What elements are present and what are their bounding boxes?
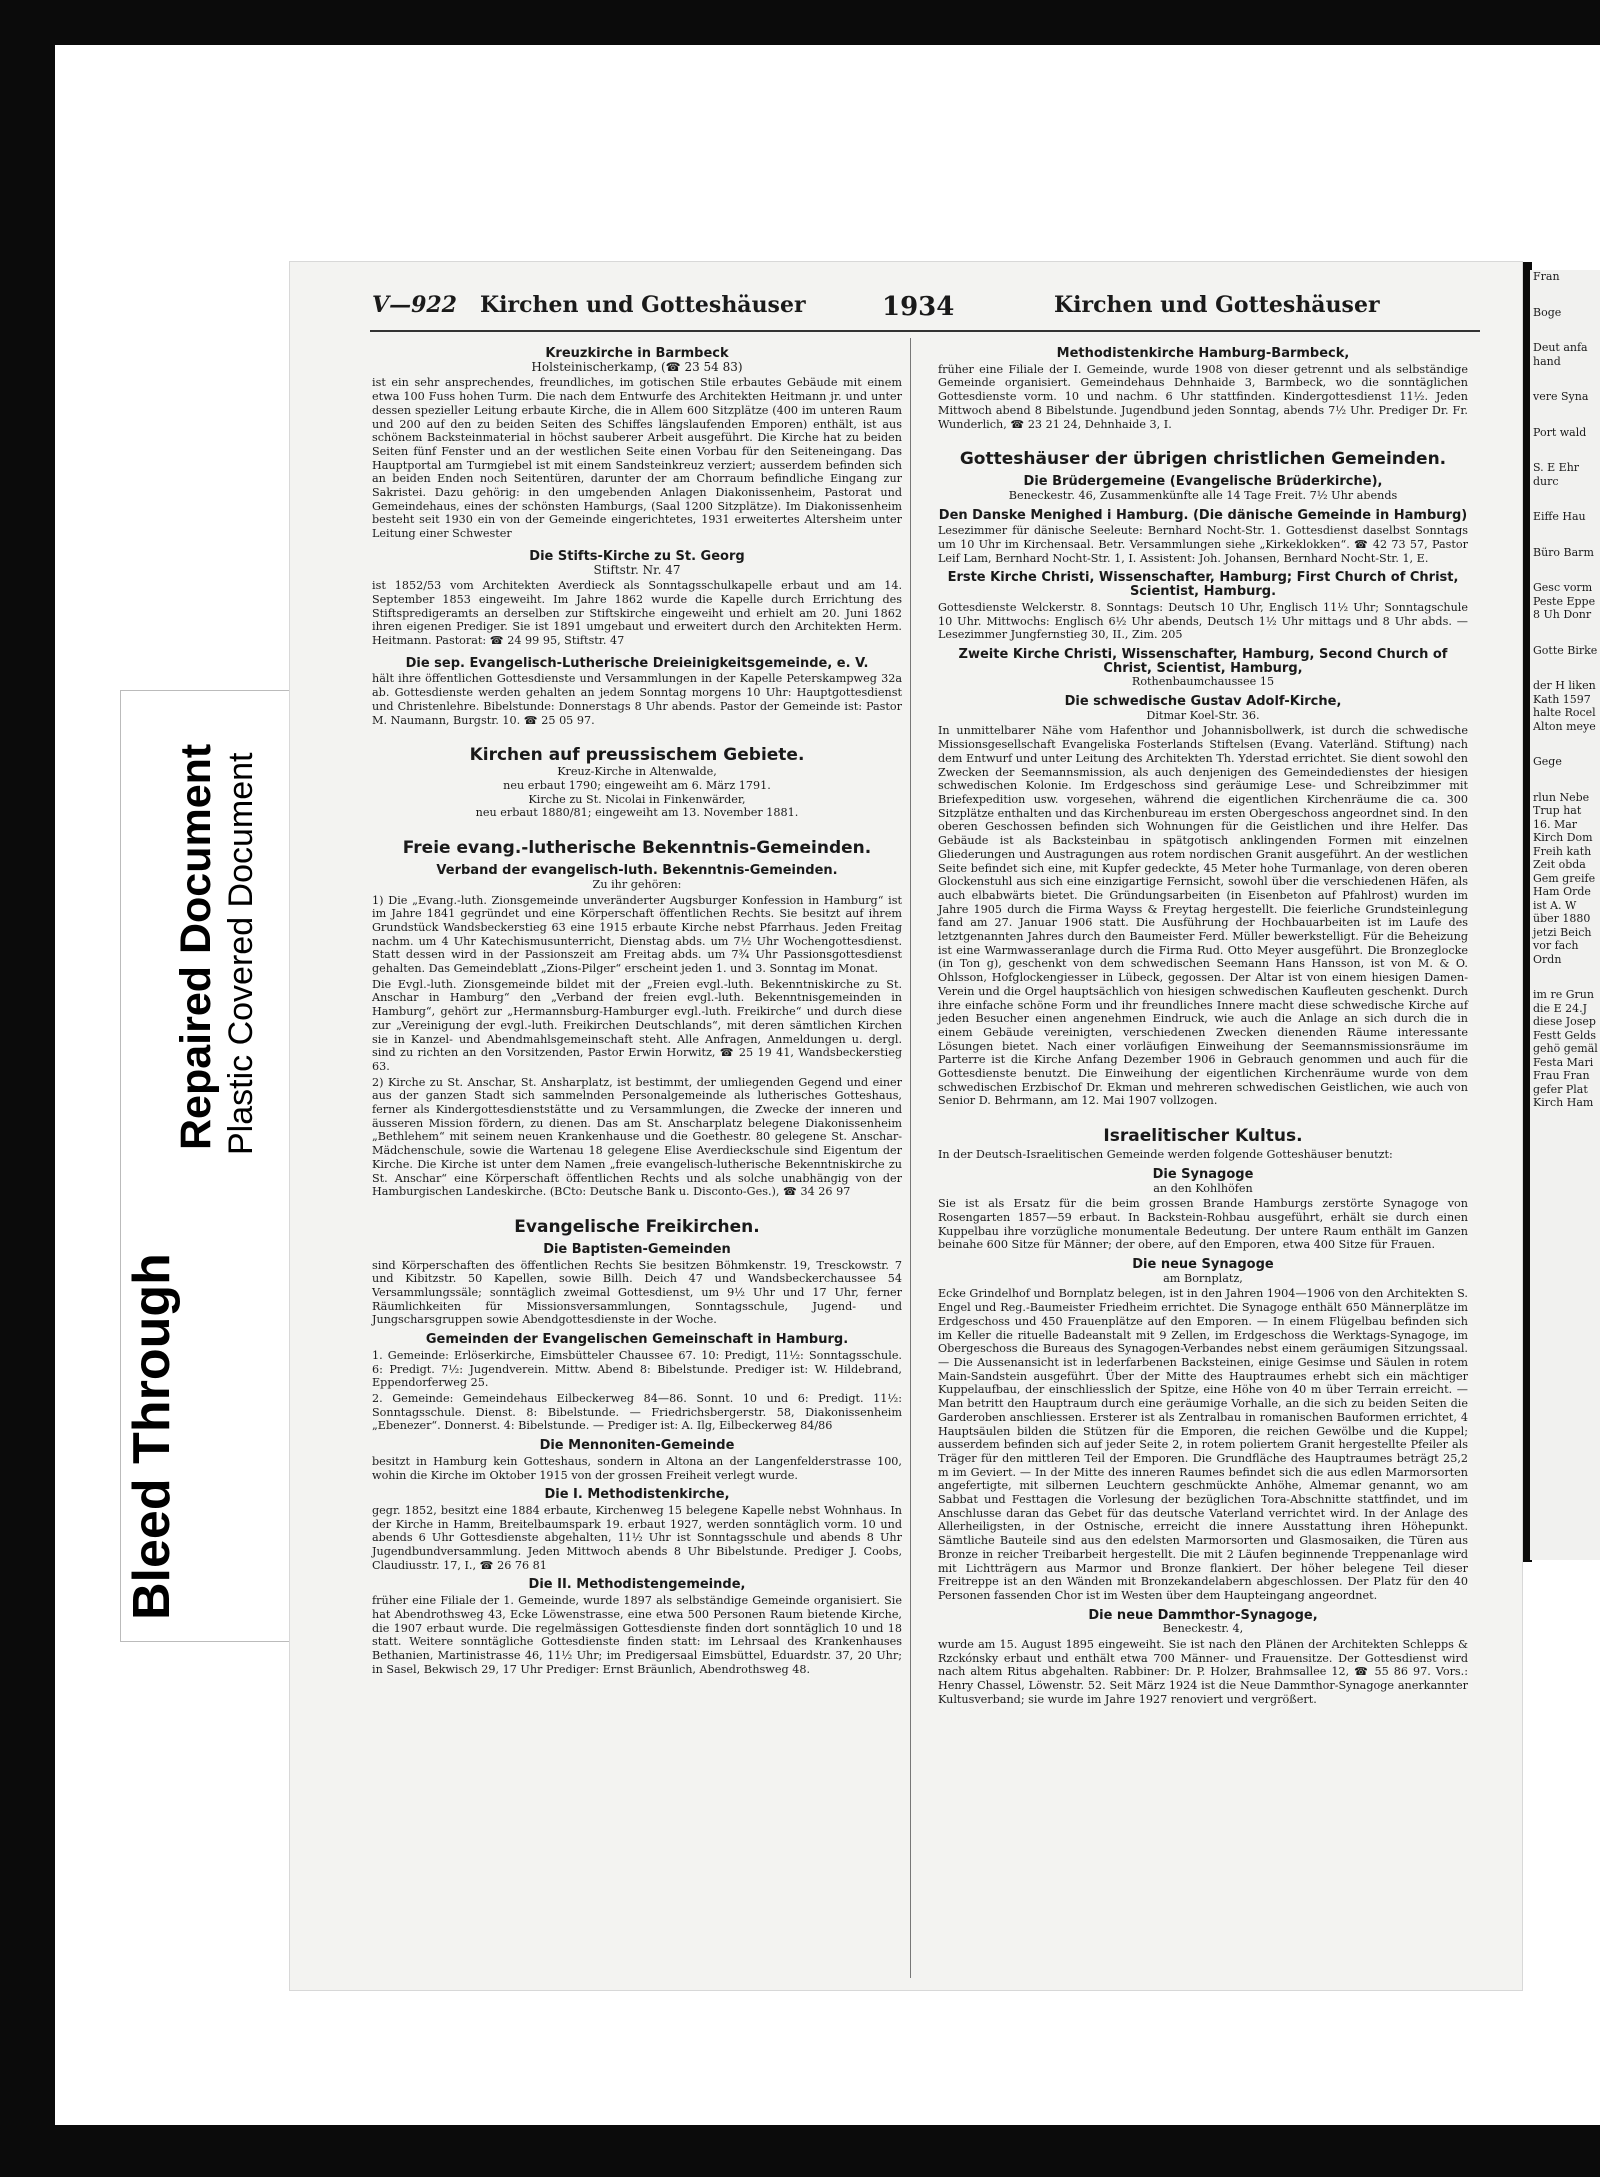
section-heading: Die neue Dammthor-Synagoge, <box>1088 1607 1318 1623</box>
centered-line: Ditmar Koel-Str. 36. <box>1146 708 1260 722</box>
paragraph: ist ein sehr ansprechendes, freundliches, im gotischen Stile erbautes Gebäude mit einem etwa 100 Fuss hohen Turm. Die nach dem Entwurfe des Architekten Heitmann jr. und unter dessen spezieller Leitung erbaute Kirche, die in Allem 600 Sitzplätze (400 im unteren Raum und 200 auf den zu beiden Seiten des Schiffes längslaufenden Emporen) enthält, ist aus schönem Backsteinmaterial in höchst sauberer Arbeit ausgeführt. Die Kirche hat zu beiden Seiten fünf Fenster und an der westlichen Seite einen Vorbau für den Seiteneingang. Das Hauptportal am Turmgiebel ist mit einem Sandsteinkreuz verziert; ausserdem befinden sich an beiden Enden noch Seitentüren, darunter der am Chorraum befindliche Eingang zur Sakristei. Dazu gehörig: in den umgebenden Anlagen Diakonissenheim, Pastorat und Gemeindehaus, eines der schönsten Hamburgs, (Saal 1200 Sitzplätze). Im Diakonissenheim besteht seit 1930 ein von der Gemeinde eingerichtetes, 1931 erweitertes Altersheim unter Leitung einer Schwester <box>372 376 902 541</box>
section-heading: Gemeinden der Evangelischen Gemeinschaft in Hamburg. <box>425 1332 849 1348</box>
next-page-fragment: vere Syna <box>1533 390 1589 403</box>
paragraph: 1. Gemeinde: Erlöserkirche, Eimsbütteler Chaussee 67. 10: Predigt, 11½: Sonntagsschule. 6: Predigt. 7½: Jugendverein. Mittw. Abend 8: Bibelstunde. Prediger ist: W. Hildebrand, Eppendorferweg 25. <box>372 1348 902 1390</box>
paragraph: Gottesdienste Welckerstr. 8. Sonntags: Deutsch 10 Uhr, Englisch 11½ Uhr; Sonntagschule 10 Uhr. Mittwochs: Englisch 6½ Uhr abends, Deutsch 1½ Uhr mittags und 8 Uhr abds. — Lesezimmer Jungfernstieg 30, II., Zim. 205 <box>938 600 1468 642</box>
scanner-backdrop-top <box>0 0 1600 45</box>
section-heading: Die Stifts-Kirche zu St. Georg <box>529 548 745 564</box>
section-heading: Kirchen auf preussischem Gebiete. <box>469 745 805 766</box>
next-page-fragment: der H liken Kath 1597 halte Rocel Alton meye <box>1533 679 1596 733</box>
next-page-fragment: im re Grun die E 24.J diese Josep Festt Gelds gehö gemäl Festa Mari Frau Fran gefer Plat Kirch Ham <box>1533 988 1598 1109</box>
centered-line: Kirche zu St. Nicolai in Finkenwärder, <box>528 792 746 806</box>
centered-line: neu erbaut 1790; eingeweiht am 6. März 1791. <box>503 778 771 792</box>
section-heading: Kreuzkirche in Barmbeck <box>545 346 729 361</box>
page-header <box>290 292 1522 326</box>
running-title-right: Kirchen und Gotteshäuser <box>1054 292 1380 318</box>
next-page-fragment: Gotte Birke <box>1533 643 1598 657</box>
paragraph: 1) Die „Evang.-luth. Zionsgemeinde unveränderter Augsburger Konfession in Hamburg“ ist im Jahre 1841 gegründet und eine Körperschaft öffentlichen Rechts. Sie besitzt auf ihrem Grundstück Wandsbeckerstieg 63 eine 1915 erbaute Kirche nebst Pfarrhaus. Jeden Freitag nachm. um 4 Uhr Katechismusunterricht, Dienstag abds. um 7½ Uhr Wochengottesdienst. Statt dessen wird in der Passionszeit am Freitag abds. um 7¾ Uhr Passionsgottesdienst gehalten. Das Gemeindeblatt „Zions-Pilger“ erscheint jeden 1. und 3. Sonntag im Monat. <box>372 893 902 976</box>
paragraph: gegr. 1852, besitzt eine 1884 erbaute, Kirchenweg 15 belegene Kapelle nebst Wohnhaus. In der Kirche in Hamm, Breitelbaumspark 19. erbaut 1927, werden sonntäglich vorm. 10 und abends 6 Uhr Gottesdienste abgehalten, 11½ Uhr ist Sonntagsschule und abends 8 Uhr Jugendbundversammlung. Jeden Mittwoch abends 8 Uhr Bibelstunde. Prediger J. Coobs, Claudiusstr. 17, I., ☎ 26 76 81 <box>372 1503 902 1572</box>
section-heading: Die II. Methodistengemeinde, <box>528 1577 746 1593</box>
section-heading: Die Synagoge <box>1152 1166 1254 1182</box>
label-bleed-through: Bleed Through <box>123 1253 181 1620</box>
centered-line: Kreuz-Kirche in Altenwalde, <box>557 765 717 779</box>
next-page-fragment: Fran <box>1533 270 1560 283</box>
next-page-fragment: Gege <box>1533 755 1562 768</box>
centered-line: an den Kohlhöfen <box>1153 1181 1253 1195</box>
paragraph: sind Körperschaften des öffentlichen Rechts Sie besitzen Böhmkenstr. 19, Tresckowstr. 7 und Kibitzstr. 50 Kapellen, sowie Billh. Deich 47 und Wandsbeckerchaussee 54 Versammlungssäle; sonntäglich zweimal Gottesdienst, um 9½ Uhr und 17 Uhr, ferner Räumlichkeiten für Missionsversammlungen, Sonntagsschule, Jugend- und Jungscharsgruppen sowie Abendgottesdienste in der Woche. <box>372 1258 902 1327</box>
centered-line: neu erbaut 1880/81; eingeweiht am 13. November 1881. <box>475 806 799 820</box>
section-heading: Methodistenkirche Hamburg-Barmbeck, <box>1056 346 1350 361</box>
section-heading: Die I. Methodistenkirche, <box>544 1487 730 1503</box>
label-plastic-covered: Plastic Covered Document <box>222 752 260 1155</box>
next-page-fragment: Boge <box>1533 305 1562 319</box>
next-page-fragment: Deut anfa hand <box>1533 341 1588 368</box>
next-page-fragment: Gesc vorm Peste Eppe 8 Uh Donr <box>1533 581 1596 621</box>
section-heading: Evangelische Freikirchen. <box>514 1216 760 1237</box>
section-heading: Die sep. Evangelisch-Lutherische Dreieinigkeitsgemeinde, e. V. <box>405 655 869 671</box>
paragraph: In unmittelbarer Nähe vom Hafenthor und Johannisbollwerk, ist durch die schwedische Missionsgesellschaft Evangeliska Fosterlands Stiftelsen (Evang. Vaterländ. Stiftung) nach dem Entwurf und unter Leitung des Architekten Th. Yderstad errichtet. Sie dient sowohl den Zwecken der Seemannsmission, als auch denjenigen des Gemeindedienstes der hiesigen schwedischen Kolonie. Im Erdgeschoss sind geräumige Lese- und Schreibzimmer mit Briefexpedition usw. vorgesehen, während die eigentlichen Kirchenräume die ca. 300 Sitzplätze enthalten und das Kirchenbureau im ersten Obergeschoss angeordnet sind. In den oberen Geschossen befinden sich Wohnungen für die Geistlichen und ihre Helfer. Das Gebäude ist als Backsteinbau in spätgotisch anklingenden Formen mit einzelnen Gliederungen und Austragungen aus rotem nordischen Granit ausgeführt. An der westlichen Seite befindet sich eine, mit Kupfer gedeckte, 45 Meter hohe Turmanlage, von deren oberen Glockenstuhl aus sich eine einzigartige Fernsicht, sowohl über die verschiedenen Häfen, als auch elbabwärts bietet. Die Gründungsarbeiten (in Eisenbeton auf Pfahlrost) wurden im Jahre 1905 durch die Firma Wayss & Freytag hergestellt. Die feierliche Grundsteinlegung fand am 27. Januar 1906 statt. Die Ausführung der Hochbauarbeiten ist im Laufe des letztgenannten Jahres durch den Baumeister Ferd. Müller bewerkstelligt. Für die Beheizung ist eine Warmwasseranlage durch die Firma Rud. Otto Meyer ausgeführt. Die Bronzeglocke (in Ton g), geschenkt von dem schwedischen Seemann Hans Hansson, ist von M. & O. Ohlsson, Hofglockengiesser in Lübeck, gegossen. Der Altar ist von einem hiesigen Damen-Verein und die Orgel hauptsächlich von hiesigen schwedischen Kaufleuten geschenkt. Durch ihre einfache schöne Form und ihr freundliches Innere macht diese schwedische Kirche auf jeden Besucher einen angenehmen Eindruck, wie auch die Anlage an sich durch die in einem Gebäude vereinigten, verschiedenen Zwecken dienenden Räume interessante Lösungen bietet. Nach einer vorläufigen Einweihung der Seemannsmissionsräume im Parterre ist die Kirche Anfang Dezember 1906 in Gebrauch genommen und auch für die Gottesdienste benutzt. Die Einweihung der eigentlichen Kirchenräume wurde von dem schwedischen Erzbischof Dr. Ekman und mehreren schwedischen Geistlichen, wie auch von Senior D. Behrmann, am 12. Mai 1907 vollzogen. <box>938 724 1469 1108</box>
paragraph: früher eine Filiale der I. Gemeinde, wurde 1908 von dieser getrennt und als selbständige Gemeinde organisiert. Gemeindehaus Dehnhaide 3, Barmbeck, wo die sonntäglichen Gottesdienste vorm. 10 und nachm. 6 Uhr stattfinden. Kindergottesdienst 11½. Jeden Mittwoch abend 8 Bibelstunde. Jugendbund jeden Sonntag, abends 7½ Uhr. Prediger Dr. Fr. Wunderlich, ☎ 23 21 24, Dehnhaide 3, I. <box>938 362 1468 431</box>
next-page-fragment: rlun Nebe Trup hat 16. Mar Kirch Dom Freih kath Zeit obda Gem greife Ham Orde ist A. W über 1880 jetzi Beich vor fach Ordn <box>1533 790 1596 966</box>
section-heading: Israelitischer Kultus. <box>1103 1126 1303 1147</box>
section-heading: Den Danske Menighed i Hamburg. (Die dänische Gemeinde in Hamburg) <box>938 507 1468 523</box>
centered-line: Beneckestr. 4, <box>1162 1622 1244 1636</box>
paragraph: wurde am 15. August 1895 eingeweiht. Sie ist nach den Plänen der Architekten Schlepps & Rzckónsky erbaut und enthält etwa 700 Männer- und Frauensitze. Der Gottesdienst wird nach altem Ritus abgehalten. Rabbiner: Dr. P. Holzer, Brahmsallee 12, ☎ 55 86 97. Vors.: Henry Chassel, Löwenstr. 52. Seit März 1924 ist die Neue Dammthor-Synagoge anerkannter Kultusverband; sie wurde im Jahre 1927 renoviert und vergrößert. <box>938 1638 1468 1706</box>
section-heading: Gotteshäuser der übrigen christlichen Gemeinden. <box>959 449 1447 470</box>
section-heading: Die neue Synagoge <box>1132 1257 1274 1273</box>
section-heading: Holsteinischerkamp, (☎ 23 54 83) <box>531 359 743 374</box>
running-title-left: Kirchen und Gotteshäuser <box>480 292 806 318</box>
page-number: 1934 <box>882 292 955 322</box>
section-heading: Die Brüdergemeine (Evangelische Brüderkirche), <box>1023 474 1383 490</box>
scanner-backdrop-left <box>0 45 55 2125</box>
paragraph: 2. Gemeinde: Gemeindehaus Eilbeckerweg 84—86. Sonnt. 10 und 6: Predigt. 11½: Sonntagsschule. Dienst. 8: Bibelstunde. — Friedrichsbergerstr. 58, Diakonissenheim „Ebenezer“. Donnerst. 4: Bibelstunde. — Prediger ist: A. Ilg, Eilbeckerweg 84/86 <box>372 1392 902 1433</box>
left-column <box>372 338 902 1676</box>
label-repaired-document: Repaired Document <box>172 743 220 1150</box>
paragraph: Ecke Grindelhof und Bornplatz belegen, ist in den Jahren 1904—1906 von den Architekten S. Engel und Reg.-Baumeister Friedheim errichtet. Die Synagoge enthält 650 Männerplätze im Erdgeschoss und 450 Frauenplätze auf den Emporen. — In einem Flügelbau befinden sich im Keller die rituelle Badeanstalt mit 9 Zellen, im Erdgeschoss die Werktags-Synagoge, im Obergeschoss die Bureaus des Synagogen-Verbandes nebst einem geräumigen Sitzungssaal. — Die Aussenansicht ist in lederfarbenen Backsteinen, einige Gesimse und Säulen in rotem Main-Sandstein ausgeführt. Über der Mitte des Hauptraumes erhebt sich ein mächtiger Kuppelaufbau, der einschliesslich der Spitze, eine Höhe von 40 m über Terrain erreicht. — Man betritt den Hauptraum durch eine geräumige Vorhalle, an die sich zu beiden Seiten die Garderoben anschliessen. Ersterer ist als Zentralbau in romanischen Bauformen errichtet, 4 Hauptsäulen bilden die Stützen für die Emporen, die reichen Gewölbe und die Kuppel; ausserdem befinden sich auf jeder Seite 2, in rotem poliertem Granit hergestellte Pfeiler als Träger für den mittleren Teil der Emporen. Die Grundfläche des Hauptraumes beträgt 25,2 m im Geviert. — In der Mitte des inneren Raumes befindet sich die aus edlen Marmorsorten angefertigte, mit silbernen Leuchtern geschmückte Anhöhe, Almemar genannt, wo am Sabbat und Festtagen die Vorlesung der bezüglichen Tora-Abschnitte stattfindet, und im Anschlusse daran das Gebet für das deutsche Vaterland verrichtet wird. In der Anlage des Allerheiligsten, in der Ostnische, erreicht die innere Ausstattung ihren Höhepunkt. Sämtliche Bauteile sind aus den edelsten Marmorsorten und Glasmosaiken, die Türen aus Bronze in reicher Treibarbeit hergestellt. Die mit 2 Läufen beginnende Treppenanlage wird mit Lichtträgern aus Marmor und Bronze flankiert. Der höher belegene Teil dieser Freitreppe ist an den Wänden mit Bronzekandelabern abgeschlossen. Der Platz für den 40 Personen fassenden Chor ist im Westen über dem Haupteingang angeordnet. <box>938 1287 1468 1602</box>
paragraph: ist 1852/53 vom Architekten Averdieck als Sonntagsschulkapelle erbaut und am 14. September 1853 eingeweiht. Im Jahre 1862 wurde die Kapelle durch Errichtung des Stiftspredigeramts an derselben zur Stiftskirche eingeweiht und erhielt am 20. Juni 1862 ihren eigenen Prediger. Sie ist 1891 umgebaut und erweitert durch den Architekten Herm. Heitmann. Pastorat: ☎ 24 99 95, Stiftstr. 47 <box>372 579 902 648</box>
paragraph: Lesezimmer für dänische Seeleute: Bernhard Nocht-Str. 1. Gottesdienst daselbst Sonntags um 10 Uhr im Kirchensaal. Betr. Versammlungen siehe „Kirkeklokken“. ☎ 42 73 57, Pastor Leif Lam, Bernhard Nocht-Str. 1, I. Assistent: Joh. Johansen, Bernhard Nocht-Str. 1, E. <box>938 524 1468 565</box>
section-heading: Verband der evangelisch-luth. Bekenntnis-Gemeinden. <box>436 863 838 879</box>
section-heading: Zweite Kirche Christi, Wissenschafter, Hamburg, Second Church of Christ, Scientist, Hamburg, <box>958 646 1448 676</box>
page-reference: V—922 <box>372 292 457 318</box>
section-heading: Freie evang.-lutherische Bekenntnis-Gemeinden. <box>402 838 872 859</box>
paragraph: besitzt in Hamburg kein Gotteshaus, sondern in Altona an der Langenfelderstrasse 100, wohin die Kirche im Oktober 1915 von der grossen Freiheit verlegt wurde. <box>372 1454 902 1482</box>
scanner-backdrop-bottom <box>0 2125 1600 2177</box>
centered-line: Beneckestr. 46, Zusammenkünfte alle 14 Tage Freit. 7½ Uhr abends <box>1008 488 1398 502</box>
section-heading: Die Mennoniten-Gemeinde <box>539 1438 735 1454</box>
centered-line: Zu ihr gehören: <box>592 877 682 891</box>
paragraph: Die Evgl.-luth. Zionsgemeinde bildet mit der „Freien evgl.-luth. Bekenntniskirche zu St. Anschar in Hamburg“ den „Verband der freien evgl.-luth. Bekenntnisgemeinden in Hamburg“, gehört zur „Hermannsburg-Hamburger evgl.-luth. Freikirche“ und durch diese zur „Vereinigung der evgl.-luth. Freikirchen Deutschlands“, mit deren sämtlichen Kirchen sie in Kanzel- und Abendmahlsgemeinschaft steht. Alle Anfragen, Anmeldungen u. dergl. sind zu richten an den Vorsitzenden, Pastor Erwin Horwitz, ☎ 25 19 41, Wandsbeckerstieg 63. <box>372 977 902 1073</box>
centered-line: Rothenbaumchaussee 15 <box>1131 675 1275 689</box>
next-page-fragment: S. E Ehr durc <box>1533 461 1580 488</box>
next-page-fragment: Port wald <box>1533 425 1587 439</box>
column-divider <box>910 338 911 1978</box>
right-column <box>938 338 1468 1707</box>
paragraph: Sie ist als Ersatz für die beim grossen Brande Hamburgs zerstörte Synagoge von Rosengarten 1857—59 erbaut. In Backstein-Rohbau ausgeführt, erhält sie durch einen Kuppelbau ihre vorzügliche monumentale Bedeutung. Der untere Raum enthält im Ganzen beinahe 600 Sitze für Männer; der obere, auf den Emporen, etwa 400 Sitze für Frauen. <box>938 1197 1468 1252</box>
section-heading: Die Baptisten-Gemeinden <box>543 1241 731 1257</box>
paragraph: früher eine Filiale der 1. Gemeinde, wurde 1897 als selbständige Gemeinde organisiert. Sie hat Abendrothsweg 43, Ecke Löwenstrasse, eine etwa 500 Personen Raum bietende Kirche, die 1907 erbaut wurde. Die regelmässigen Gottesdienste finden dort sonntäglich 10 und 18 statt. Weitere sonntägliche Gottesdienste finden statt: im Lehrsaal des Krankenhauses Bethanien, Martinistrasse 46, 11½ Uhr; im Predigersaal Eimsbüttel, Eduardstr. 37, 20 Uhr; in Sasel, Bekwisch 29, 17 Uhr Prediger: Ernst Bräunlich, Abendrothsweg 48. <box>372 1594 902 1676</box>
section-heading: Erste Kirche Christi, Wissenschafter, Hamburg; First Church of Christ, Scientist, Hamburg. <box>947 570 1459 600</box>
section-heading: Die schwedische Gustav Adolf-Kirche, <box>1064 694 1342 710</box>
paragraph: 2) Kirche zu St. Anschar, St. Ansharplatz, ist bestimmt, der umliegenden Gegend und einer aus der ganzen Stadt sich sammelnden Personalgemeinde als lutherisches Gotteshaus, ferner als Kindergottesdienststätte und zu Versammlungen, die Zwecke der inneren und äusseren Mission fördern, zu dienen. Das am St. Anscharplatz belegene Diakonissenheim „Bethlehem“ mit seinem neuen Krankenhause und die Goethestr. 80 gelegene St. Anschar-Mädchenschule, sowie die Wartenau 18 gelegene Elise Averdieckschule sind Eigentum der Kirche. Die Kirche ist unter dem Namen „freie evangelisch-lutherische Bekenntniskirche zu St. Anschar“ eine Körperschaft öffentlichen Rechts und als solche unabhängig von der Hamburgischen Landeskirche. (BCto: Deutsche Bank u. Disconto-Ges.), ☎ 34 26 97 <box>372 1075 902 1199</box>
header-rule <box>370 330 1480 332</box>
next-page-edge <box>1530 270 1600 1560</box>
document-page <box>290 262 1522 1990</box>
paragraph: hält ihre öffentlichen Gottesdienste und Versammlungen in der Kapelle Peterskampweg 32a ab. Gottesdienste werden gehalten an jedem Sonntag morgens 10 Uhr: Hauptgottesdienst und Christenlehre. Bibelstunde: Donnerstags 8 Uhr abends. Pastor der Gemeinde ist: Pastor M. Naumann, Burgstr. 10. ☎ 25 05 97. <box>372 672 902 727</box>
section-heading: Stiftstr. Nr. 47 <box>593 562 681 577</box>
next-page-fragment: Eiffe Hau <box>1533 510 1586 523</box>
paragraph: In der Deutsch-Israelitischen Gemeinde werden folgende Gotteshäuser benutzt: <box>938 1148 1393 1162</box>
next-page-fragment: Büro Barm <box>1533 545 1594 559</box>
centered-line: am Bornplatz, <box>1163 1271 1243 1285</box>
